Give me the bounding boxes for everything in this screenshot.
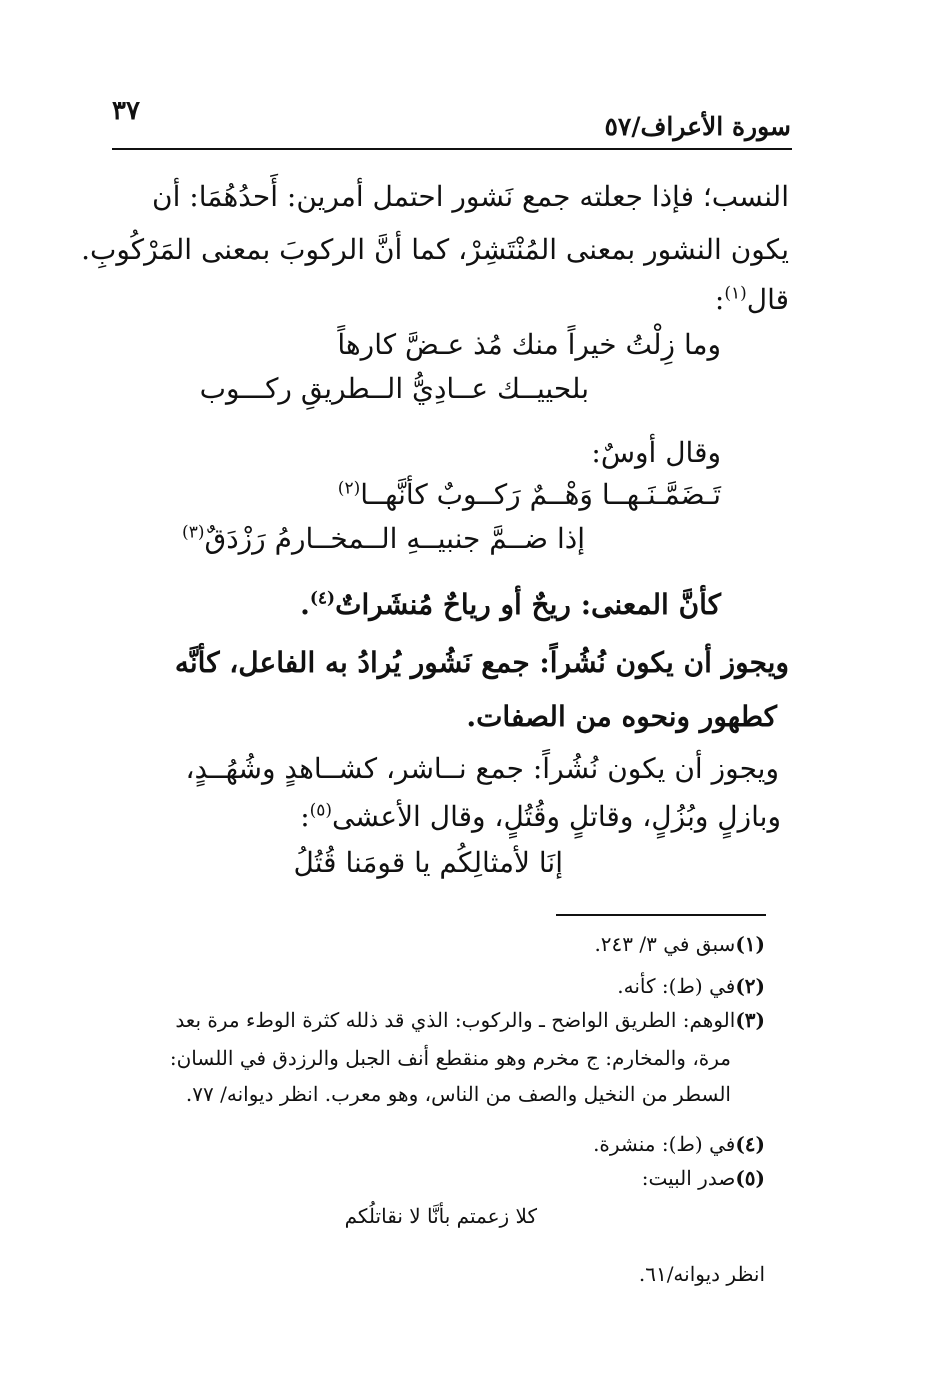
footnote-3-line-1 <box>175 1008 765 1032</box>
header-rule <box>112 148 792 150</box>
footnote-rule <box>556 914 766 916</box>
footnote-2-number: (٢) <box>735 974 765 998</box>
body-line-2: يكون النشور بمعنى المُنْتَشِرْ، كما أنَّ الركوبَ بمعنى المَرْكُوبِ. <box>81 233 789 266</box>
body-line-1: النسب؛ فإذا جعلته جمع نَشور احتمل أمرين: أَحدُهُمَا: أن <box>152 180 789 213</box>
verse-1-line-1: وما زِلْتُ خيراً منك مُذ عـضَّ كارهاً <box>337 328 721 361</box>
footnote-ref-2: (٢) <box>337 478 361 499</box>
footnote-ref-3: (٣) <box>182 522 205 543</box>
footnote-3-text-1: الوهم: الطريق الواضح ـ والركوب: الذي قد ذلله كثرة الوطء مرة بعد <box>175 1008 736 1032</box>
para-3-line-2-text: وبازلٍ وبُزُلٍ، وقاتلٍ وقُتُلٍ، وقال الأعشى <box>332 800 781 833</box>
verse-1-line-2: بلحييــك عــادِيُّ الــطريقِ ركـــوب <box>199 372 589 405</box>
footnote-2 <box>617 974 765 998</box>
footnote-4-text: في (ط): منشرة. <box>593 1132 736 1156</box>
verse-2-line-1 <box>338 478 721 511</box>
footnote-ref-1: (١) <box>724 283 747 304</box>
footnote-5-number: (٥) <box>735 1166 765 1190</box>
footnote-5 <box>642 1166 765 1190</box>
footnote-1-text: سبق في ٣/ ٢٤٣. <box>594 932 736 956</box>
meaning-text: كأنَّ المعنى: ريحٌ أو رياحٌ مُنشَراتٌ <box>335 588 721 621</box>
qal-intro-1 <box>715 283 789 316</box>
running-head: سورة الأعراف/٥٧ <box>604 112 791 141</box>
footnote-3-line-2: مرة، والمخارم: ج مخرم وهو منقطع أنف الجبل والرزدق في اللسان: <box>169 1046 731 1070</box>
footnote-3-number: (٣) <box>735 1008 765 1032</box>
footnote-1-number: (١) <box>735 932 765 956</box>
qal-word: قال <box>746 283 789 316</box>
verse-2-line-2-text: إذا ضــمَّ جنبيــهِ الــمخــارمُ رَزْدَقٌ <box>204 522 585 555</box>
para-2-line-2: كطهور ونحوه من الصفات. <box>466 700 777 733</box>
qal-aws: وقال أوسٌ: <box>591 436 721 469</box>
footnote-5-reference: انظر ديوانه/٦١. <box>638 1262 765 1286</box>
verse-3: إنَا لأمثالِكُم يا قومَنا قُتُلُ <box>293 846 563 879</box>
footnote-5-text: صدر البيت: <box>641 1166 736 1190</box>
para-3-colon: : <box>300 800 310 833</box>
meaning-end: . <box>300 588 310 621</box>
footnote-4 <box>593 1132 765 1156</box>
footnote-2-text: في (ط): كأنه. <box>617 974 736 998</box>
footnote-ref-5: (٥) <box>309 800 333 821</box>
verse-2-line-1-text: تَـضَمَّـنَـهــا وَهْــمٌ رَكــوبٌ كأنَّهــا <box>360 478 721 511</box>
verse-2-line-2 <box>182 522 585 555</box>
footnote-3-line-3: السطر من النخيل والصف من الناس، وهو معرب. انظر ديوانه/ ٧٧. <box>185 1082 731 1106</box>
qal-colon: : <box>714 283 725 316</box>
para-3-line-1: ويجوز أن يكون نُشُراً: جمع نــاشر، كشــاهدٍ وشُهُــدٍ، <box>185 752 779 785</box>
footnote-5-verse: كلا زعمتم بأنَّا لا نقاتلُكم <box>344 1204 537 1228</box>
footnote-ref-4: (٤) <box>309 588 336 609</box>
page-number: ٣٧ <box>112 96 140 126</box>
para-3-line-2 <box>300 800 781 833</box>
footnote-1 <box>594 932 765 956</box>
footnote-4-number: (٤) <box>735 1132 765 1156</box>
para-2-line-1: ويجوز أن يكون نُشُراً: جمع نَشُور يُرادُ به الفاعل، كأنَّه <box>174 646 789 679</box>
meaning-line <box>300 588 721 621</box>
